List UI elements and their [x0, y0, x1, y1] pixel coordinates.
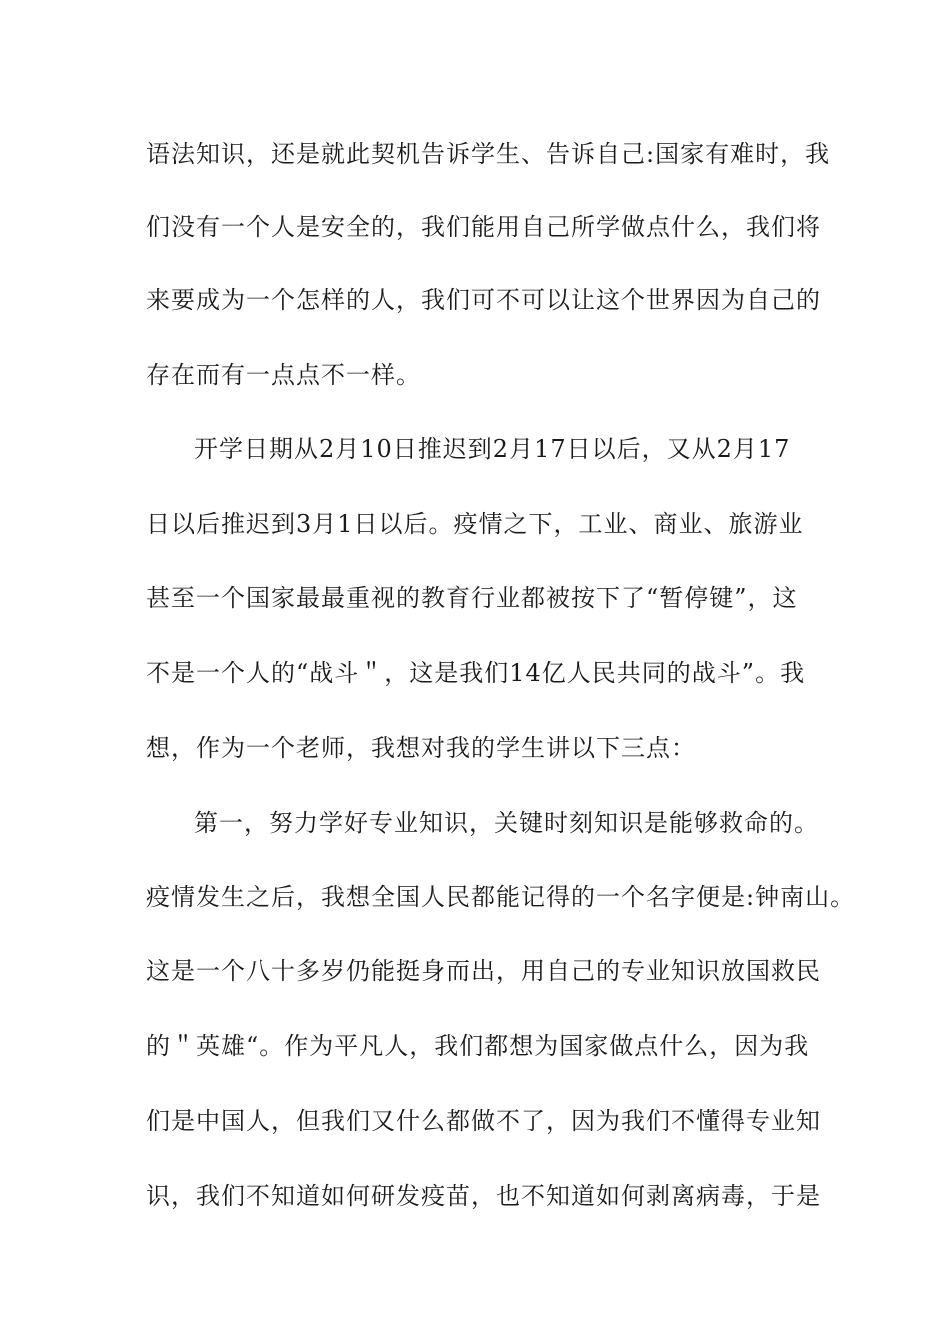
text-line: 甚至一个国家最最重视的教育行业都被按下了“暂停键”，这 [146, 584, 798, 612]
text-line: 开学日期从2月10日推迟到2月17日以后，又从2月17 [194, 435, 791, 463]
text-line: 语法知识，还是就此契机告诉学生、告诉自己:国家有难时，我 [146, 140, 831, 168]
text-line: 这是一个八十多岁仍能挺身而出，用自己的专业知识放国救民 [146, 957, 821, 985]
text-line: 日以后推迟到3月1日以后。疫情之下，工业、商业、旅游业 [146, 510, 804, 538]
text-line: 疫情发生之后，我想全国人民都能记得的一个名字便是:钟南山。 [146, 883, 856, 911]
text-line: 不是一个人的“战斗＂，这是我们14亿人民共同的战斗”。我 [146, 659, 806, 687]
text-line: 想，作为一个老师，我想对我的学生讲以下三点： [146, 734, 696, 762]
text-line: 第一，努力学好专业知识，关键时刻知识是能够救命的。 [194, 809, 819, 837]
text-line: 们是中国人，但我们又什么都做不了，因为我们不懂得专业知 [146, 1107, 821, 1135]
text-line: 存在而有一点点不一样。 [146, 361, 421, 389]
text-line: 来要成为一个怎样的人，我们可不可以让这个世界因为自己的 [146, 286, 821, 314]
text-line: 的＂英雄“。作为平凡人，我们都想为国家做点什么，因为我 [146, 1032, 810, 1060]
text-line: 们没有一个人是安全的，我们能用自己所学做点什么，我们将 [146, 213, 821, 241]
text-line: 识，我们不知道如何研发疫苗，也不知道如何剥离病毒，于是 [146, 1182, 821, 1210]
